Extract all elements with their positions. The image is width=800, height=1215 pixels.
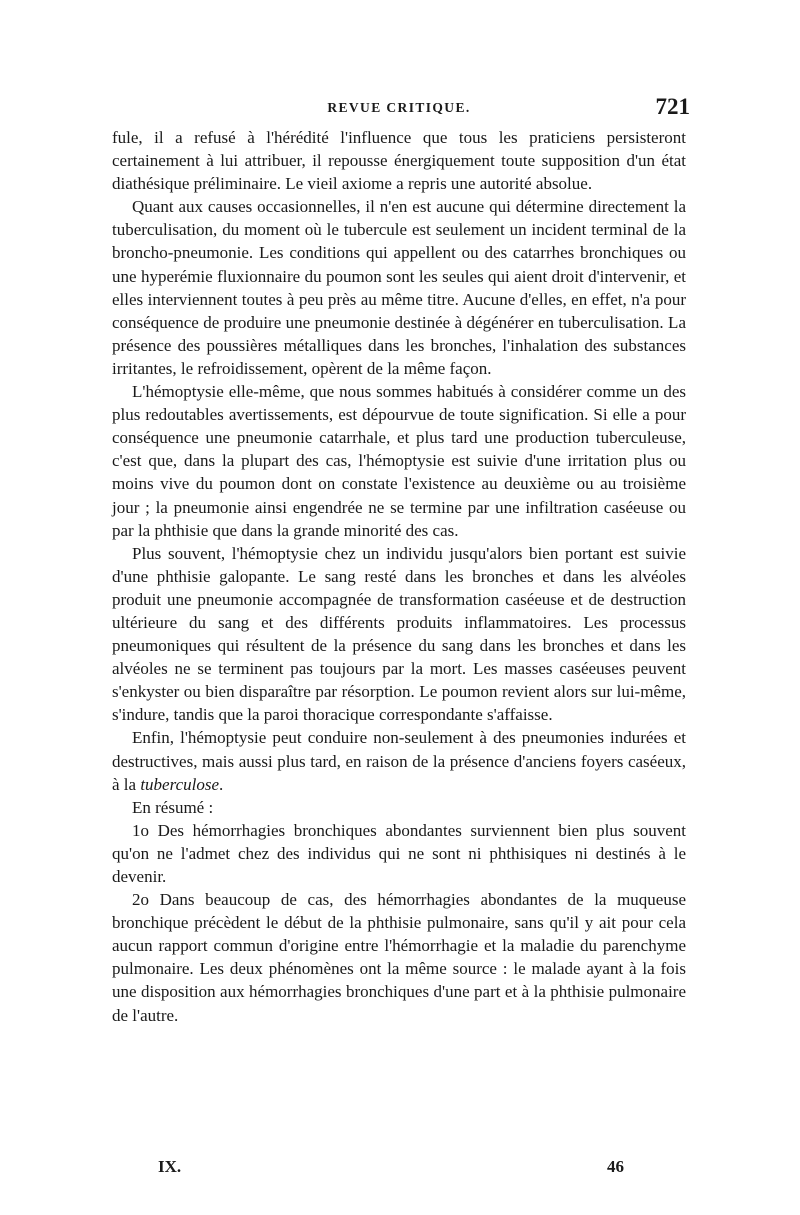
running-head xyxy=(112,94,690,128)
book-page xyxy=(112,94,690,1194)
paragraph-finally-end: . xyxy=(219,774,224,794)
paragraph-galloping-phthisis: Plus souvent, l'hémoptysie chez un individu jusqu'alors bien portant est suivie d'une phthisie galopante. Le sang resté dans les bronches et dans les alvéoles produit une pneumonie accompagnée de transformation caséeuse et de destruction ultérieure du sang et des différents produits inflammatoires. Les processus pneumoniques qui résultent de la présence du sang dans les bronches et dans les alvéoles ne se terminent pas toujours par la mort. Les masses caséeuses peuvent s'enkyster ou bien disparaître par résorption. Le poumon revient alors sur lui-même, s'indure, tandis que la paroi thoracique correspondante s'affaisse. xyxy=(112,543,686,725)
paragraph-hemoptysis: L'hémoptysie elle-même, que nous sommes habitués à considérer comme un des plus redoutables avertissements, est dépourvue de toute signification. Si elle a pour conséquence une pneumonie catarrhale, et plus tard une production tuberculeuse, c'est que, dans la plupart des cas, l'hémoptysie est suivie d'une irritation plus ou moins vive du poumon dont on constate l'existence au deuxième ou au troisième jour ; la pneumonie ainsi engendrée ne se termine par une infiltration caséeuse ou par la phthisie que dans la grande minorité des cas. xyxy=(112,382,686,540)
paragraph-occasional-causes: Quant aux causes occasionnelles, il n'en est aucune qui détermine directement la tuberculisation, du moment où le tubercule est seulement un incident terminal de la broncho-pneumonie. Les conditions qui appellent ou des catarrhes bronchiques ou une hyperémie fluxionnaire du poumon sont les seules qui aient droit d'intervenir, et elles interviennent toutes à peu près au même titre. Aucune d'elles, en effet, n'a pour conséquence de produire une pneumonie destinée à dégénérer en tuberculisation. La présence des poussières métalliques dans les bronches, l'inhalation des substances irritantes, le refroidissement, opèrent de la même façon. xyxy=(112,197,686,378)
paragraph-finally-text: Enfin, l'hémoptysie peut conduire non-seulement à des pneumonies indurées et destructives, mais aussi plus tard, en raison de la présence d'anciens foyers caséeux, à la xyxy=(112,728,686,794)
italic-term-tuberculose: tuberculose xyxy=(140,774,220,794)
paragraph-finally xyxy=(112,726,686,795)
body-text xyxy=(112,126,686,1027)
summary-point-2: 2o Dans beaucoup de cas, des hémorrhagies abondantes de la muqueuse bronchique précèdent le début de la phthisie pulmonaire, sans qu'il y ait pour cela aucun rapport commun d'origine entre l'hémorrhagie et la maladie du parenchyme pulmonaire. Les deux phénomènes ont la même source : le malade ayant à la fois une disposition aux hémorrhagies bronchiques d'une part et à la phthisie pulmonaire de l'autre. xyxy=(112,890,686,1025)
running-title: REVUE CRITIQUE. xyxy=(327,100,471,115)
sheet-number: 46 xyxy=(607,1157,624,1176)
paragraph-continuation: fule, il a refusé à l'hérédité l'influence que tous les praticiens persisteront certainement à lui attribuer, il repousse énergiquement toute supposition d'un état diathésique préliminaire. Le vieil axiome a repris une autorité absolue. xyxy=(112,128,686,194)
signature-mark: IX. xyxy=(158,1157,182,1176)
summary-heading: En résumé : xyxy=(132,797,214,817)
page-number: 721 xyxy=(655,94,690,119)
page-footer xyxy=(112,1157,686,1181)
summary-point-1: 1o Des hémorrhagies bronchiques abondantes surviennent bien plus souvent qu'on ne l'admet chez des individus qui ne sont ni phthisiques ni destinés à le devenir. xyxy=(112,820,686,886)
